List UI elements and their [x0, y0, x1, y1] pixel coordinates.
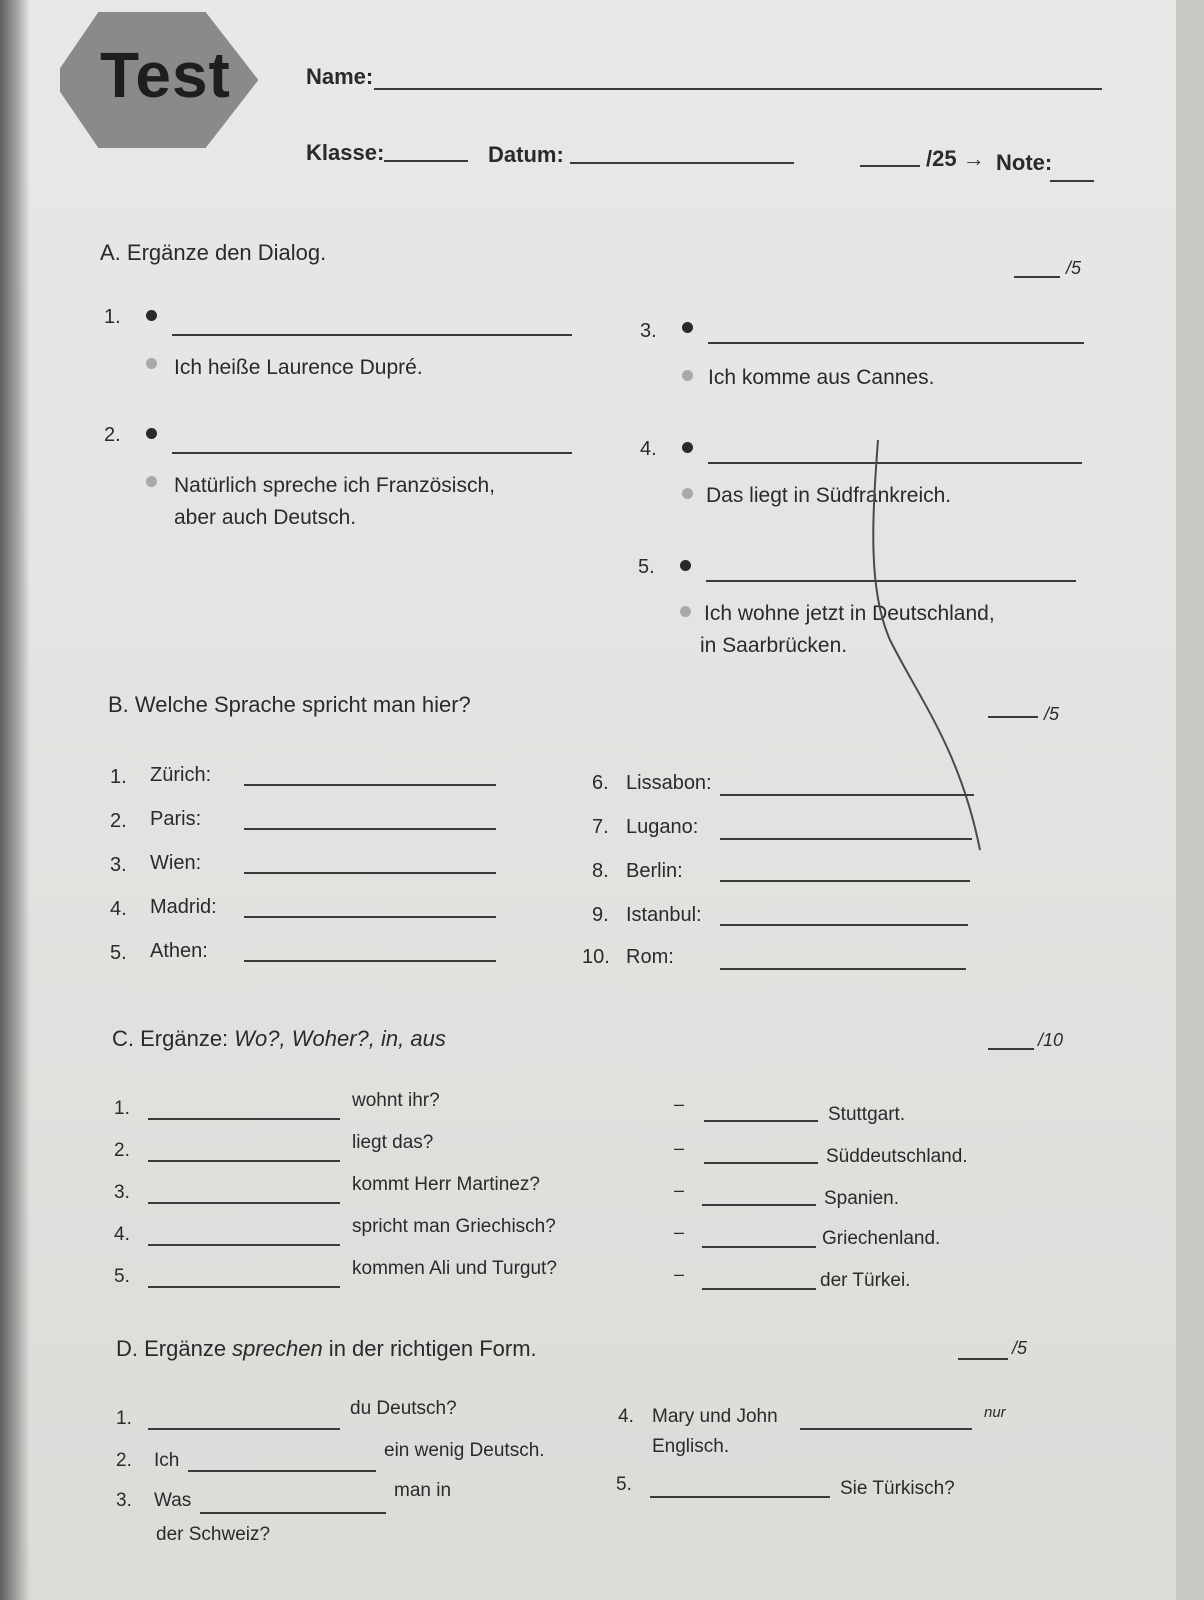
- d5-number: 5.: [616, 1474, 632, 1495]
- c4-dash: –: [674, 1222, 685, 1242]
- d3-text-line2: der Schweiz?: [156, 1524, 271, 1545]
- b6-city: Lissabon:: [626, 772, 712, 794]
- c2-answer: Süddeutschland.: [826, 1146, 968, 1167]
- d1-field[interactable]: [148, 1428, 340, 1430]
- b8-number: 8.: [592, 860, 609, 882]
- speaker-b-bullet: [682, 488, 693, 499]
- d3-number: 3.: [116, 1490, 132, 1511]
- section-d-title-suffix: in der richtigen Form.: [322, 1336, 537, 1361]
- c5-number: 5.: [114, 1266, 130, 1287]
- d2-field[interactable]: [188, 1470, 376, 1472]
- c1-question: wohnt ihr?: [352, 1090, 440, 1111]
- c1-answer-field[interactable]: [704, 1120, 818, 1122]
- d4-field[interactable]: [800, 1428, 972, 1430]
- c3-answer-field[interactable]: [702, 1204, 816, 1206]
- page-fold-line: [860, 440, 990, 860]
- speaker-a-bullet: [680, 560, 691, 571]
- d1-text: du Deutsch?: [350, 1398, 457, 1419]
- b3-field[interactable]: [244, 872, 496, 874]
- c4-answer: Griechenland.: [822, 1228, 941, 1249]
- name-label: Name:: [306, 64, 374, 89]
- a3-answer: Ich komme aus Cannes.: [708, 366, 935, 389]
- c5-field[interactable]: [148, 1286, 340, 1288]
- b5-field[interactable]: [244, 960, 496, 962]
- speaker-a-bullet: [146, 428, 157, 439]
- b5-city: Athen:: [150, 940, 208, 962]
- logo-text: Test: [100, 39, 231, 111]
- d3-field[interactable]: [200, 1512, 386, 1514]
- class-label: Klasse:: [306, 140, 385, 165]
- section-b-title: B. Welche Sprache spricht man hier?: [108, 692, 471, 717]
- b10-field[interactable]: [720, 968, 966, 970]
- section-a-score: /5: [1066, 258, 1082, 278]
- a1-number: 1.: [104, 306, 121, 328]
- section-a-title: A. Ergänze den Dialog.: [100, 240, 327, 265]
- c1-number: 1.: [114, 1098, 130, 1119]
- d4-text: nur: [984, 1404, 1006, 1421]
- b2-number: 2.: [110, 810, 127, 832]
- b4-city: Madrid:: [150, 896, 217, 918]
- b1-city: Zürich:: [150, 764, 212, 786]
- d2-text: ein wenig Deutsch.: [384, 1440, 545, 1461]
- section-c-title: [112, 1026, 446, 1052]
- date-label: Datum:: [488, 142, 564, 167]
- b4-number: 4.: [110, 898, 127, 920]
- d5-text: Sie Türkisch?: [840, 1478, 955, 1499]
- b6-number: 6.: [592, 772, 609, 794]
- section-d-title-verb: sprechen: [232, 1336, 323, 1361]
- c2-dash: –: [674, 1138, 685, 1158]
- b9-city: Istanbul:: [626, 904, 702, 926]
- d5-field[interactable]: [650, 1496, 830, 1498]
- section-c-title-prefix: C. Ergänze:: [112, 1026, 235, 1051]
- c3-number: 3.: [114, 1182, 130, 1203]
- speaker-b-bullet: [680, 606, 691, 617]
- c3-question: kommt Herr Martinez?: [352, 1174, 540, 1195]
- page-edge: [1176, 0, 1204, 1600]
- c3-answer: Spanien.: [824, 1188, 900, 1209]
- section-d-title: [116, 1336, 537, 1362]
- a2-number: 2.: [104, 424, 121, 446]
- d2-prefix: Ich: [154, 1450, 180, 1471]
- section-c-score-field[interactable]: [988, 1048, 1034, 1050]
- a3-question-field[interactable]: [708, 342, 1084, 344]
- speaker-b-bullet: [682, 370, 693, 381]
- b3-city: Wien:: [150, 852, 202, 874]
- grade-label: Note:: [996, 150, 1053, 175]
- name-field[interactable]: [374, 88, 1102, 90]
- b5-number: 5.: [110, 942, 127, 964]
- d1-number: 1.: [116, 1408, 132, 1429]
- a5-answer-line2: in Saarbrücken.: [700, 634, 848, 657]
- section-c-score: /10: [1038, 1030, 1064, 1050]
- b10-city: Rom:: [626, 946, 674, 968]
- a4-number: 4.: [640, 438, 657, 460]
- c5-answer: der Türkei.: [820, 1270, 911, 1291]
- b7-number: 7.: [592, 816, 609, 838]
- c4-field[interactable]: [148, 1244, 340, 1246]
- speaker-a-bullet: [682, 442, 693, 453]
- c1-field[interactable]: [148, 1118, 340, 1120]
- speaker-a-bullet: [682, 322, 693, 333]
- points-field[interactable]: [860, 165, 920, 167]
- a3-number: 3.: [640, 320, 657, 342]
- speaker-b-bullet: [146, 358, 157, 369]
- c4-answer-field[interactable]: [702, 1246, 816, 1248]
- page-shadow: [0, 0, 30, 1600]
- c2-number: 2.: [114, 1140, 130, 1161]
- c5-dash: –: [674, 1264, 685, 1284]
- c2-answer-field[interactable]: [704, 1162, 818, 1164]
- c1-answer: Stuttgart.: [828, 1104, 906, 1125]
- speaker-b-bullet: [146, 476, 157, 487]
- c1-dash: –: [674, 1094, 685, 1114]
- b3-number: 3.: [110, 854, 127, 876]
- speaker-a-bullet: [146, 310, 157, 321]
- c2-field[interactable]: [148, 1160, 340, 1162]
- b7-field[interactable]: [720, 838, 972, 840]
- c2-question: liegt das?: [352, 1132, 434, 1153]
- c4-number: 4.: [114, 1224, 130, 1245]
- a4-answer: Das liegt in Südfrankreich.: [706, 484, 952, 507]
- section-d-score-field[interactable]: [958, 1358, 1008, 1360]
- b9-number: 9.: [592, 904, 609, 926]
- class-field[interactable]: [384, 160, 468, 162]
- c5-question: kommen Ali und Turgut?: [352, 1258, 557, 1279]
- b8-city: Berlin:: [626, 860, 683, 882]
- date-field[interactable]: [570, 162, 794, 164]
- d4-text-line2: Englisch.: [652, 1436, 730, 1457]
- d4-prefix: Mary und John: [652, 1406, 778, 1427]
- section-d-score: /5: [1012, 1338, 1028, 1358]
- d4-number: 4.: [618, 1406, 634, 1427]
- c4-question: spricht man Griechisch?: [352, 1216, 556, 1237]
- c3-dash: –: [674, 1180, 685, 1200]
- b6-field[interactable]: [720, 794, 974, 796]
- section-b-score-field[interactable]: [988, 716, 1038, 718]
- grade-field[interactable]: [1050, 180, 1094, 182]
- b10-number: 10.: [582, 946, 610, 968]
- b1-number: 1.: [110, 766, 127, 788]
- c5-answer-field[interactable]: [702, 1288, 816, 1290]
- total-points: /25 →: [926, 146, 985, 171]
- b4-field[interactable]: [244, 916, 496, 918]
- a5-number: 5.: [638, 556, 655, 578]
- a2-question-field[interactable]: [172, 452, 572, 454]
- d2-number: 2.: [116, 1450, 132, 1471]
- section-b-score: /5: [1044, 704, 1060, 724]
- d3-prefix: Was: [154, 1490, 192, 1511]
- b2-field[interactable]: [244, 828, 496, 830]
- b8-field[interactable]: [720, 880, 970, 882]
- section-a-score-field[interactable]: [1014, 276, 1060, 278]
- b2-city: Paris:: [150, 808, 202, 830]
- b7-city: Lugano:: [626, 816, 699, 838]
- section-d-title-prefix: D. Ergänze: [116, 1336, 233, 1361]
- section-c-title-words: Wo?, Woher?, in, aus: [234, 1026, 446, 1051]
- a5-answer: Ich wohne jetzt in Deutschland,: [704, 602, 995, 625]
- a2-answer-line2: aber auch Deutsch.: [174, 506, 357, 529]
- a1-question-field[interactable]: [172, 334, 572, 336]
- a2-answer: Natürlich spreche ich Französisch,: [174, 474, 495, 497]
- b9-field[interactable]: [720, 924, 968, 926]
- d3-text: man in: [394, 1480, 452, 1501]
- b1-field[interactable]: [244, 784, 496, 786]
- a1-answer: Ich heiße Laurence Dupré.: [174, 356, 423, 379]
- c3-field[interactable]: [148, 1202, 340, 1204]
